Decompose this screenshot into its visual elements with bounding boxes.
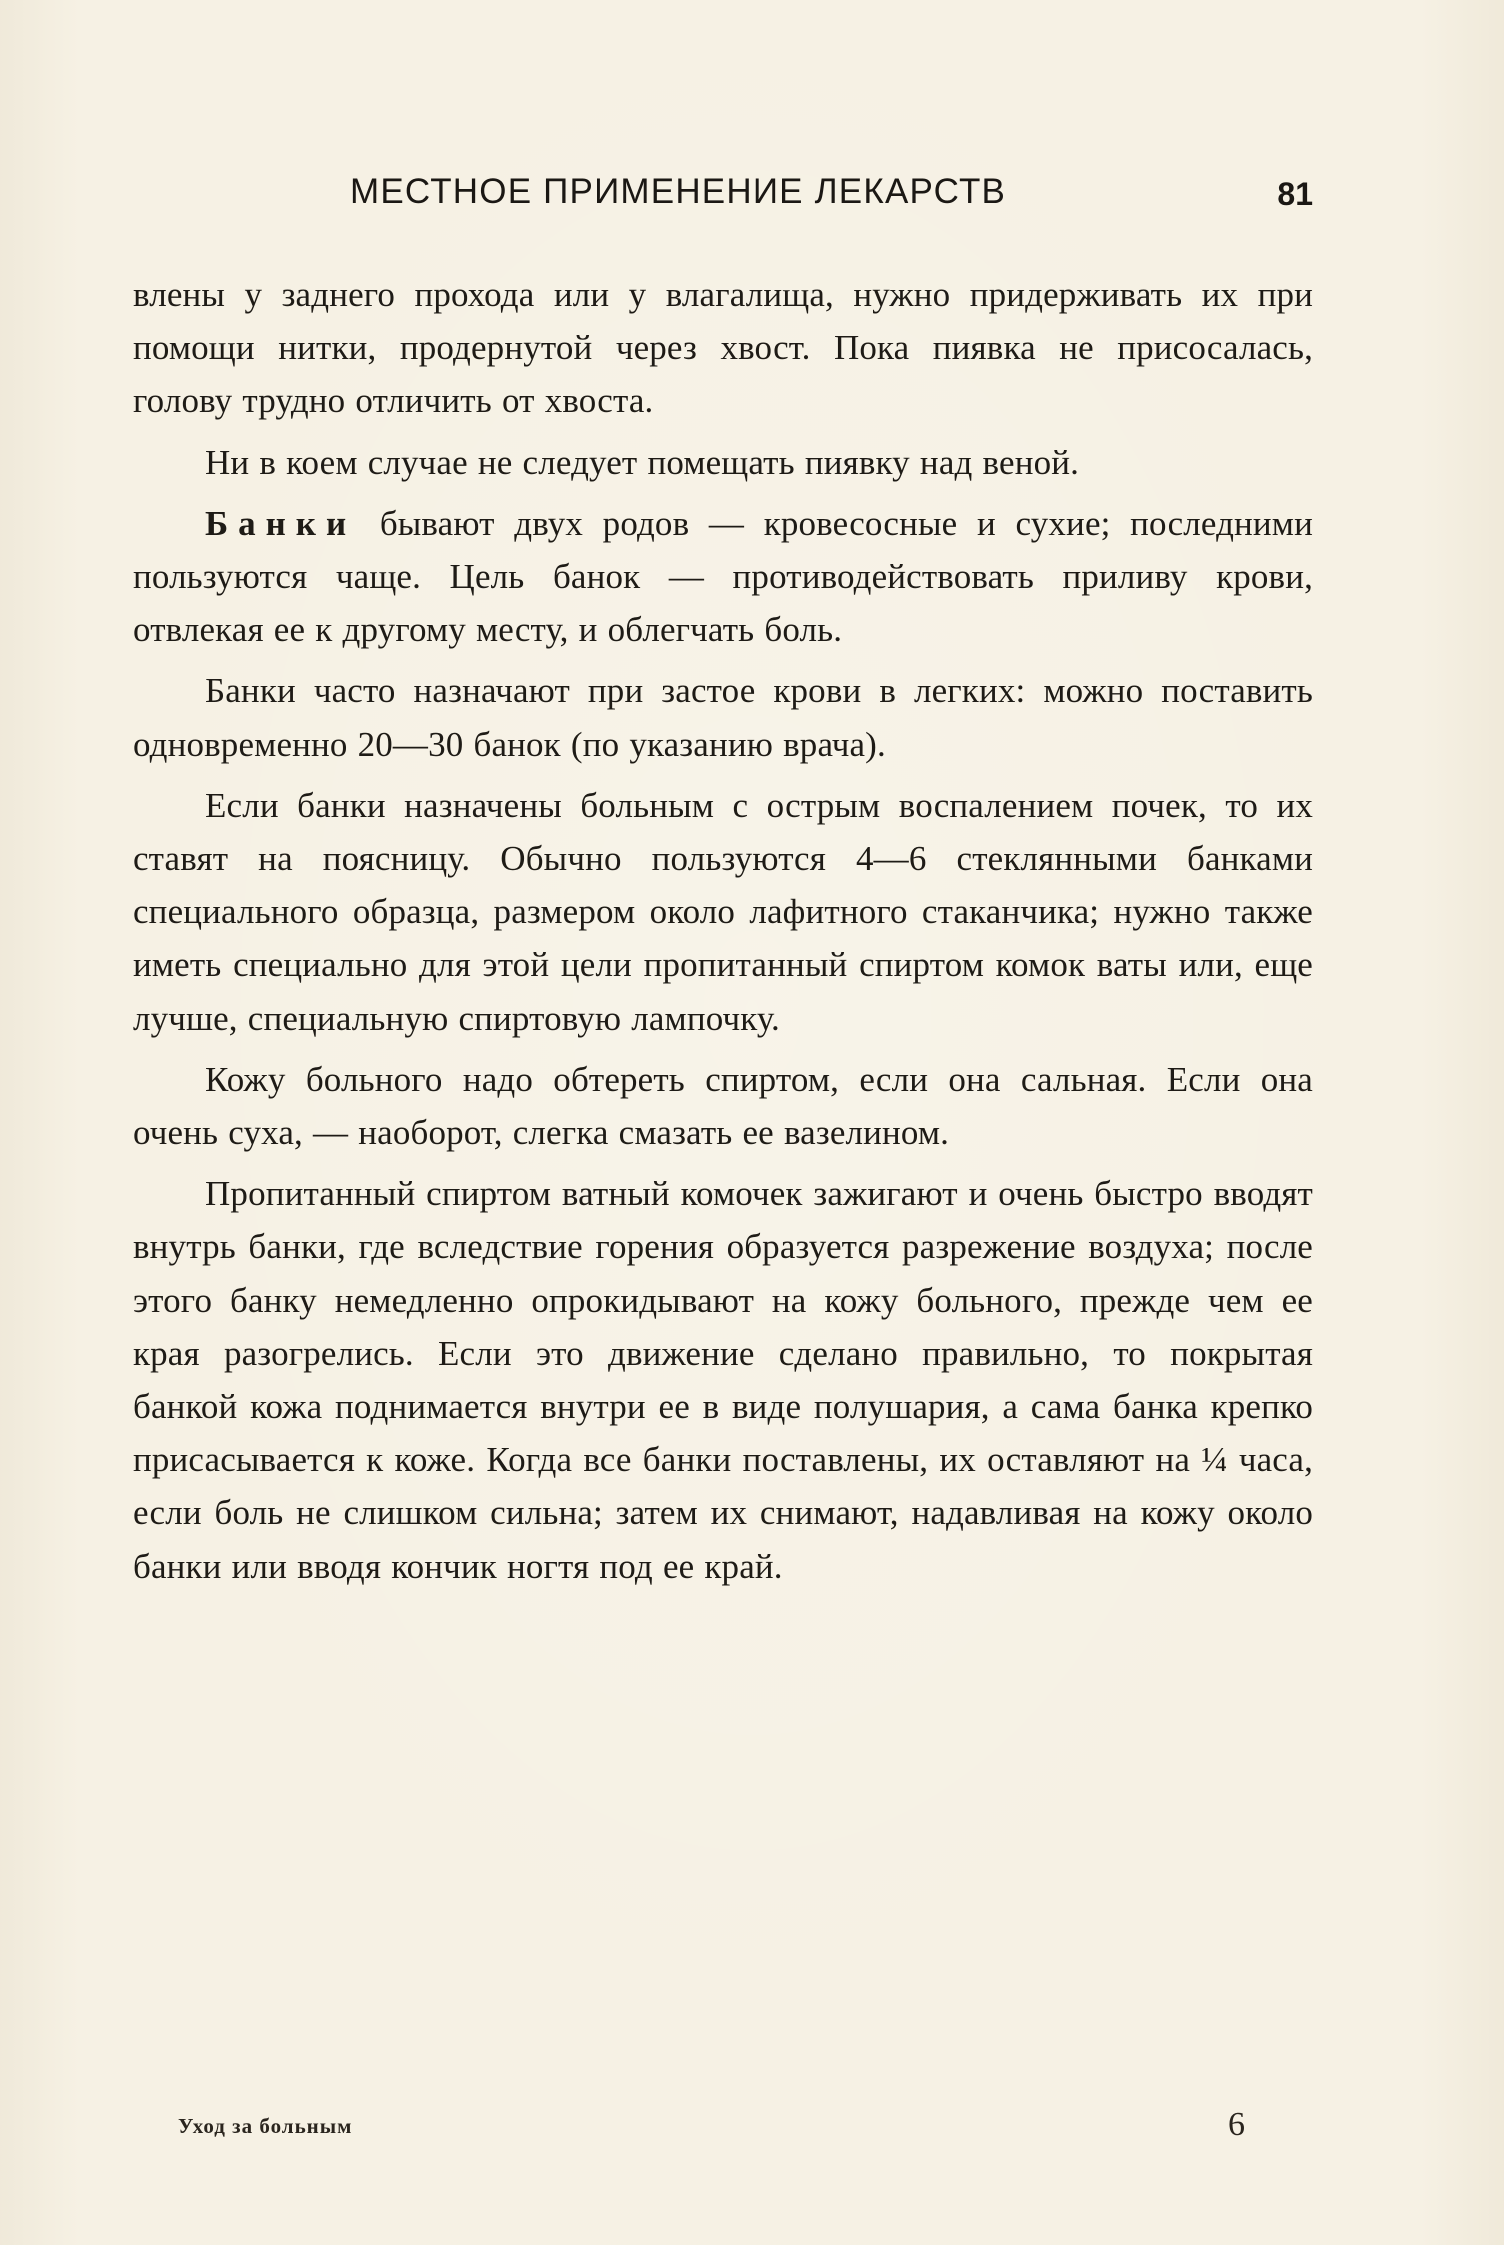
- paragraph-leech-vein: Ни в коем случае не следует помещать пиявку над веной.: [205, 442, 1080, 482]
- body-text: [133, 268, 1313, 1601]
- paragraph-kidney-inflammation: Если банки назначены больным с острым воспалением почек, то их ставят на поясницу. Обычно пользуются 4—6 стеклянными банками специального образца, размером около лафитного стаканчика; нужно также иметь специально для этой цели пропитанный спиртом комок ваты или, еще лучше, специальную спиртовую лампочку.: [133, 785, 1313, 1038]
- paragraph-leech-continuation: влены у заднего прохода или у влагалища, нужно придерживать их при помощи нитки, продернутой через хвост. Пока пиявка не присосалась, голову трудно отличить от хвоста.: [133, 275, 1313, 421]
- paragraph-lung-congestion: Банки часто назначают при застое крови в легких: можно поставить одновременно 20—30 банок (по указанию врача).: [133, 671, 1313, 764]
- paragraph-cups-types-text: бывают двух родов — кровесосные и сухие; последними пользуются чаще. Цель банок — противодействовать приливу крови, отвлекая ее к другому месту, и облегчать боль.: [133, 503, 1313, 650]
- quarter-fraction: ¼: [1201, 1440, 1228, 1480]
- page-footer: [178, 2106, 1245, 2152]
- paragraph-cup-procedure-text-end: часа, если боль не слишком сильна; затем их снимают, надавливая на кожу около банки или вводя кончик ногтя под ее край.: [133, 1440, 1313, 1586]
- running-head: [133, 172, 1313, 224]
- paragraph-skin-preparation: Кожу больного надо обтереть спиртом, если она сальная. Если она очень суха, — наоборот, слегка смазать ее вазелином.: [133, 1059, 1313, 1153]
- paragraph-cup-procedure-text-start: Пропитанный спиртом ватный комочек зажигают и очень быстро вводят внутрь банки, где вследствие горения образуется разрежение воздуха; после этого банку немедленно опрокидывают на кожу больного, прежде чем ее края разогрелись. Если это движение сделано правильно, то покрытая банкой кожа поднимается внутри ее в виде полушария, а сама банка крепко присасывается к коже. Когда все банки поставлены, их оставляют на: [133, 1174, 1313, 1480]
- running-title: МЕСТНОЕ ПРИМЕНЕНИЕ ЛЕКАРСТВ: [350, 172, 1007, 211]
- page-number: 81: [1277, 176, 1313, 212]
- paragraph-cups-types: [133, 497, 1313, 657]
- sheet-number: 6: [1228, 2106, 1245, 2143]
- paragraph-cup-procedure: [133, 1167, 1313, 1593]
- spaced-term: Банки: [205, 503, 357, 543]
- printer-signature: Уход за больным: [178, 2114, 353, 2138]
